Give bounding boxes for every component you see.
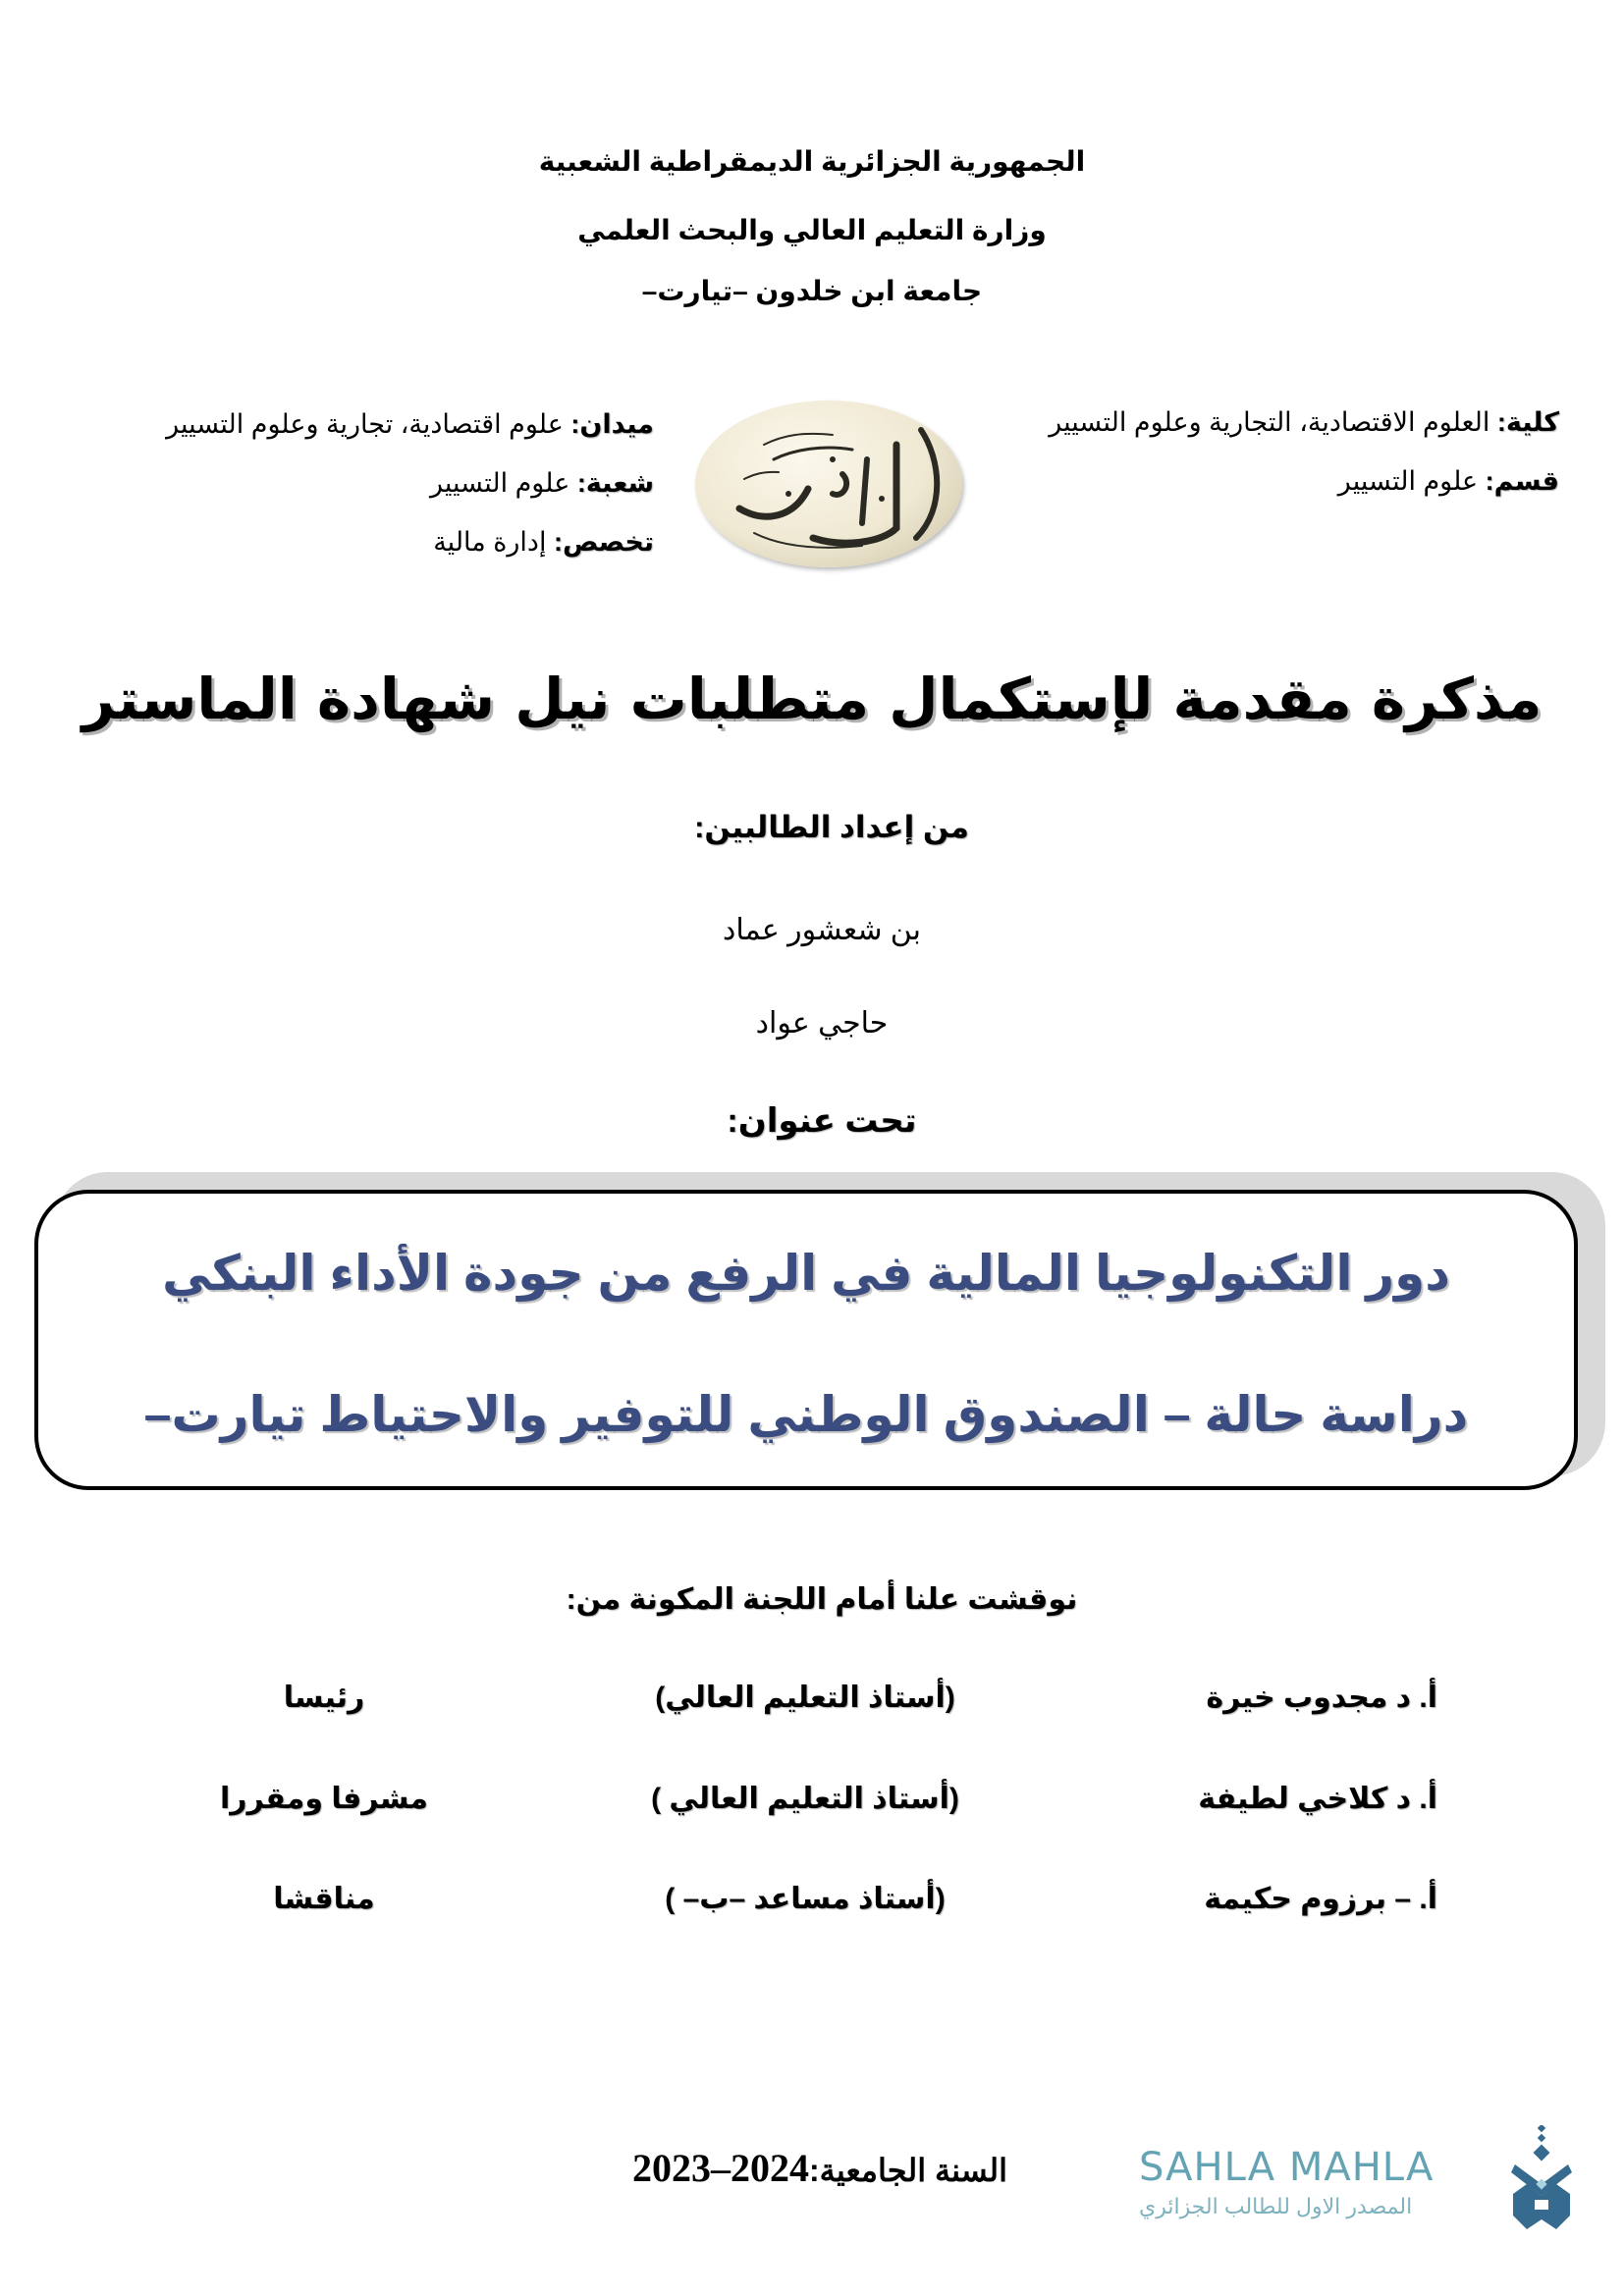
committee-member-1-name: أ. د مجدوب خيرة (1206, 1682, 1437, 1714)
committee-member-3-rank: (أستاذ مساعد –ب– ) (665, 1883, 946, 1915)
committee-member-1-rank: (أستاذ التعليم العالي) (655, 1682, 955, 1714)
faculty-label: كلية: (1496, 407, 1559, 437)
student-name-1: بن شعشور عماد (723, 914, 921, 946)
department-value: علوم التسيير (1337, 466, 1486, 496)
field-info-block (166, 395, 654, 571)
faculty-value: العلوم الاقتصادية، التجارية وعلوم التسيير (1049, 407, 1497, 437)
university-logo-icon (695, 400, 962, 567)
thesis-title-line-2: دراسة حالة – الصندوق الوطني للتوفير والاحتياط تيارت– (143, 1387, 1469, 1442)
students-label: من إعداد الطالبين: (694, 810, 969, 844)
faculty-line (1049, 393, 1559, 452)
committee-member-2-name: أ. د كلاخي لطيفة (1198, 1783, 1437, 1815)
branch-line (166, 454, 654, 512)
branch-label: شعبة: (576, 468, 654, 498)
brand-tagline: المصدر الاول للطالب الجزائري (1139, 2194, 1413, 2218)
committee-heading: نوقشت علنا أمام اللجنة المكونة من: (566, 1583, 1078, 1616)
academic-year-label: السنة الجامعية: (809, 2153, 1007, 2188)
committee-member-2-rank: (أستاذ التعليم العالي ) (651, 1783, 959, 1815)
department-label: قسم: (1485, 466, 1559, 496)
thesis-title-line-1: دور التكنولوجيا المالية في الرفع من جودة الأداء البنكي (162, 1246, 1450, 1301)
faculty-info-block (1049, 393, 1559, 510)
thesis-title-box (34, 1190, 1578, 1490)
student-name-2: حاجي عواد (755, 1007, 889, 1040)
committee-member-1-role: رئيسا (283, 1682, 365, 1714)
ministry-heading: وزارة التعليم العالي والبحث العلمي (577, 215, 1047, 245)
academic-year-value: 2023–2024 (632, 2146, 809, 2190)
brand-name: SAHLA MAHLA (1139, 2145, 1435, 2190)
department-line (1049, 452, 1559, 510)
thesis-purpose-heading: مذكرة مقدمة لإستكمال متطلبات نيل شهادة الماستر (81, 666, 1543, 732)
committee-member-2-role: مشرفا ومقررا (219, 1783, 429, 1815)
specialty-line (166, 512, 654, 571)
sahla-mahla-watermark[interactable] (1139, 2145, 1571, 2233)
title-label: تحت عنوان: (727, 1102, 917, 1140)
sahla-mahla-logo-icon (1507, 2125, 1576, 2243)
committee-member-3-role: مناقشا (273, 1883, 375, 1915)
university-heading: جامعة ابن خلدون –تيارت– (641, 276, 983, 306)
specialty-label: تخصص: (553, 527, 654, 557)
branch-value: علوم التسيير (429, 468, 577, 498)
academic-year (589, 2145, 1051, 2191)
republic-heading: الجمهورية الجزائرية الديمقراطية الشعبية (538, 146, 1086, 177)
field-value: علوم اقتصادية، تجارية وعلوم التسيير (166, 409, 571, 439)
field-line (166, 395, 654, 454)
committee-member-3-name: أ. – برزوم حكيمة (1204, 1883, 1437, 1915)
specialty-value: إدارة مالية (433, 527, 554, 557)
field-label: ميدان: (570, 409, 654, 439)
